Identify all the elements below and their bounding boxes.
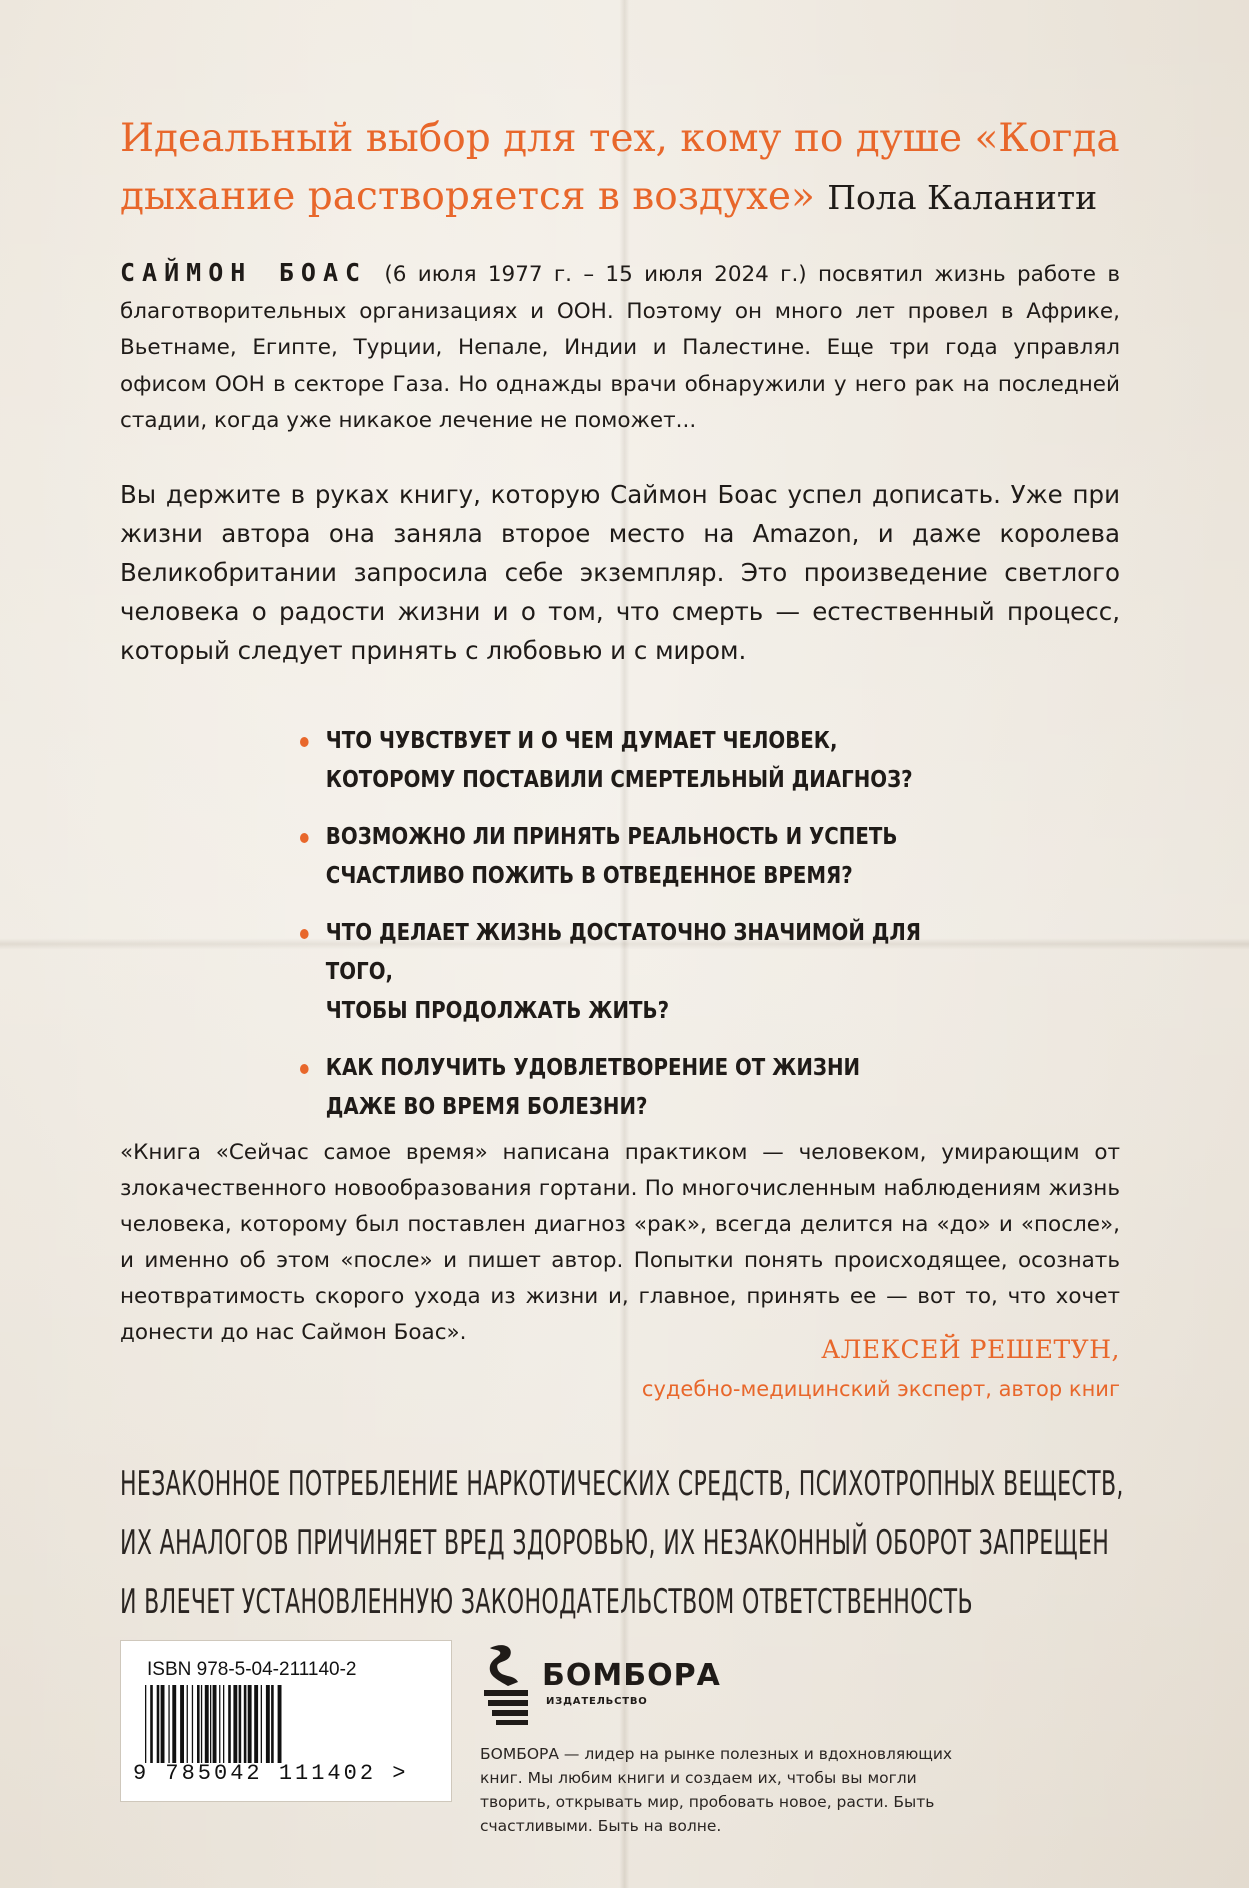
warning-line: НЕЗАКОННОЕ ПОТРЕБЛЕНИЕ НАРКОТИЧЕСКИХ СРЕДСТВ, ПСИХОТРОПНЫХ ВЕЩЕСТВ, xyxy=(120,1464,1124,1504)
question-line: КАК ПОЛУЧИТЬ УДОВЛЕТВОРЕНИЕ ОТ ЖИЗНИ xyxy=(325,1055,861,1081)
warning-line: ИХ АНАЛОГОВ ПРИЧИНЯЕТ ВРЕД ЗДОРОВЬЮ, ИХ НЕЗАКОННЫЙ ОБОРОТ ЗАПРЕЩЕН xyxy=(120,1523,1110,1563)
legal-warning xyxy=(120,1455,1124,1632)
author-bio-text: (6 июля 1977 г. – 15 июля 2024 г.) посвятил жизнь работе в благотворительных организациях и ООН. Поэтому он много лет провел в Африке, Вьетнаме, Египте, Турции, Непале, Индии и Палестине. Еще три года управлял офисом ООН в секторе Газа. Но однажды врачи обнаружили у него рак на последней стадии, когда уже никакое лечение не поможет... xyxy=(120,262,1120,433)
question-line: ЧТО ЧУВСТВУЕТ И О ЧЕМ ДУМАЕТ ЧЕЛОВЕК, xyxy=(325,728,838,754)
question-line: СЧАСТЛИВО ПОЖИТЬ В ОТВЕДЕННОЕ ВРЕМЯ? xyxy=(325,863,853,889)
barcode-icon xyxy=(141,1685,431,1763)
book-description: Вы держите в руках книгу, которую Саймон Боас успел дописать. Уже при жизни автора она заняла второе место на Amazon, и даже королева Великобритании запросила себе экземпляр. Это произведение светлого человека о радости жизни и о том, что смерть — естественный процесс, который следует принять с любовью и с миром. xyxy=(120,480,1120,665)
review-author-role: судебно-медицинский эксперт, автор книг xyxy=(641,1377,1120,1401)
author-name: САЙМОН БОАС xyxy=(120,258,368,287)
review-quote: «Книга «Сейчас самое время» написана практиком — человеком, умирающим от злокачественного новообразования гортани. По многочисленным наблюдениям жизнь человека, которому был поставлен диагноз «рак», всегда делится на «до» и «после», и именно об этом «после» и пишет автор. Попытки понять происходящее, осознать неотвратимость скорого ухода из жизни и, главное, принять ее — вот то, что хочет донести до нас Саймон Боас». xyxy=(120,1140,1120,1345)
bombora-wave-icon xyxy=(480,1640,538,1726)
bullet-dot-icon xyxy=(300,737,309,747)
publisher-subtitle: ИЗДАТЕЛЬСТВО xyxy=(546,1696,648,1707)
barcode-digits: 9 785042 111402 > xyxy=(133,1761,409,1786)
publisher-logo xyxy=(480,1640,740,1730)
bullet-dot-icon xyxy=(300,929,309,939)
question-line: ЧТО ДЕЛАЕТ ЖИЗНЬ ДОСТАТОЧНО ЗНАЧИМОЙ ДЛЯ ТОГО, xyxy=(325,920,922,985)
question-line: ВОЗМОЖНО ЛИ ПРИНЯТЬ РЕАЛЬНОСТЬ И УСПЕТЬ xyxy=(325,824,898,850)
barcode-panel xyxy=(120,1640,452,1802)
publisher-name: БОМБОРА xyxy=(542,1658,721,1693)
question-item xyxy=(300,914,979,1031)
warning-line: И ВЛЕЧЕТ УСТАНОВЛЕННУЮ ЗАКОНОДАТЕЛЬСТВОМ ОТВЕТСТВЕННОСТЬ xyxy=(120,1582,973,1622)
headline-author: Пола Каланити xyxy=(827,178,1098,217)
headline-text: Идеальный выбор для тех, кому по душе «Когда дыхание растворяется в воздухе» xyxy=(120,116,1120,219)
questions-list xyxy=(300,722,1000,1145)
question-item xyxy=(300,1049,979,1127)
review-author: АЛЕКСЕЙ РЕШЕТУН, xyxy=(821,1335,1120,1364)
bullet-dot-icon xyxy=(300,1064,309,1074)
author-bio xyxy=(120,255,1120,440)
isbn-number: ISBN 978-5-04-211140-2 xyxy=(147,1659,357,1680)
question-line: ДАЖЕ ВО ВРЕМЯ БОЛЕЗНИ? xyxy=(325,1094,648,1120)
question-item xyxy=(300,818,979,896)
question-item xyxy=(300,722,979,800)
question-line: КОТОРОМУ ПОСТАВИЛИ СМЕРТЕЛЬНЫЙ ДИАГНОЗ? xyxy=(325,767,913,793)
publisher-description: БОМБОРА — лидер на рынке полезных и вдохновляющих книг. Мы любим книги и создаем их, чтобы вы могли творить, открывать мир, пробовать новое, расти. Быть счастливыми. Быть на волне. xyxy=(480,1745,953,1835)
bullet-dot-icon xyxy=(300,833,309,843)
headline xyxy=(120,110,1140,227)
question-line: ЧТОБЫ ПРОДОЛЖАТЬ ЖИТЬ? xyxy=(325,998,670,1024)
